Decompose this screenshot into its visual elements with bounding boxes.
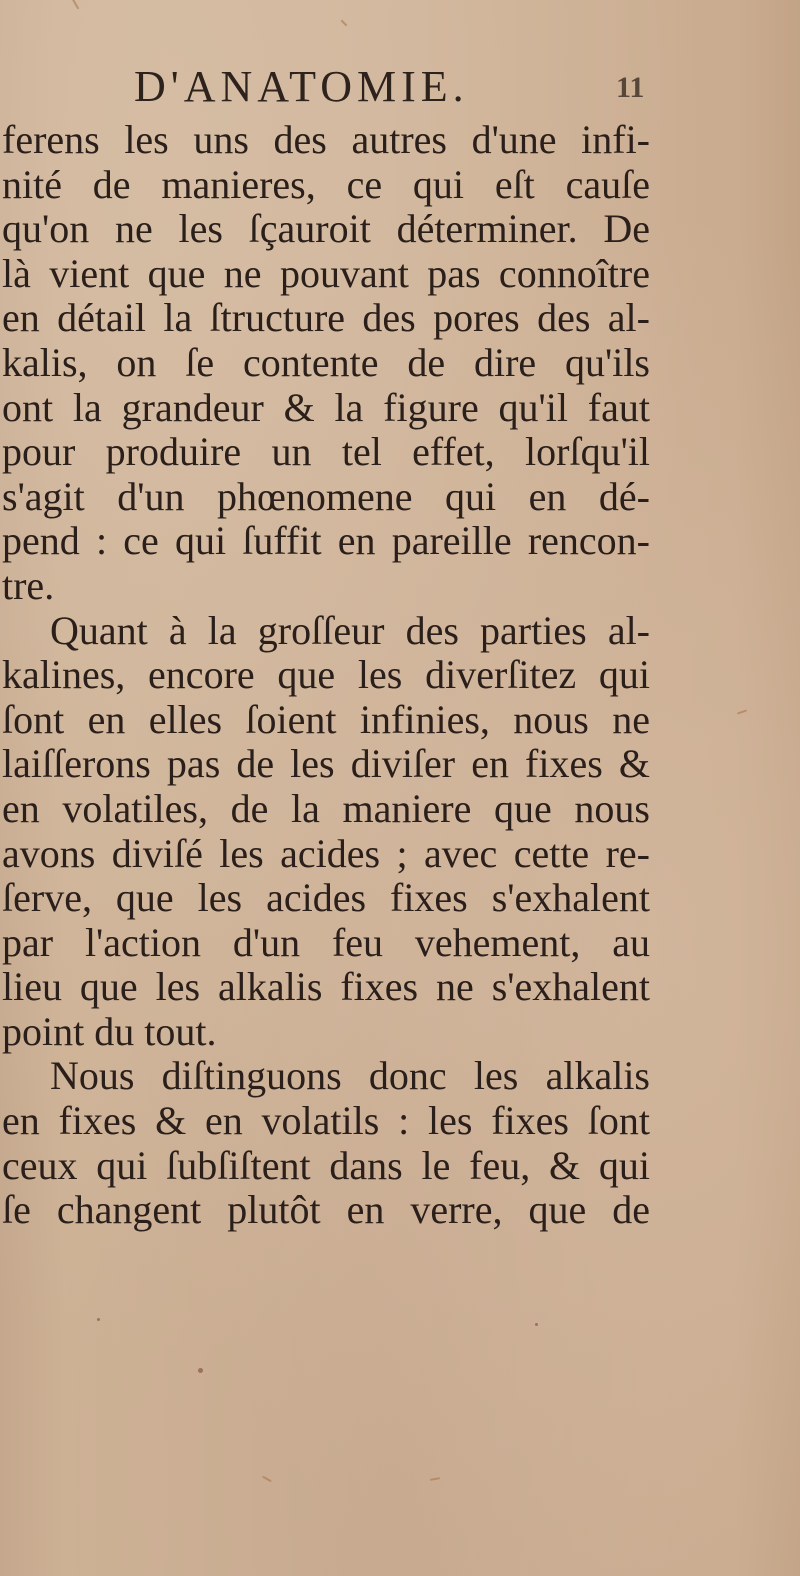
paragraph-start-line: Nous diſtinguons donc les alkalis [50, 1053, 650, 1099]
text-line: là vient que ne pouvant pas connoître [2, 250, 650, 296]
text-line: ceux qui ſubſiſtent dans le feu, & qui [2, 1142, 650, 1188]
paper-speck [97, 1318, 100, 1321]
text-line: pend : ce qui ſuffit en pareille rencon- [2, 518, 650, 564]
text-line: en volatiles, de la maniere que nous [2, 785, 650, 831]
paper-fiber [737, 709, 747, 714]
text-line: en fixes & en volatils : les fixes ſont [2, 1098, 650, 1144]
text-line: pour produire un tel effet, lorſqu'il [2, 429, 650, 475]
text-line: tre. [2, 562, 55, 608]
text-line: ferens les uns des autres d'une infi- [2, 117, 650, 162]
page-number: 11 [616, 71, 645, 104]
running-head [0, 62, 800, 112]
text-line: s'agit d'un phœnomene qui en dé- [2, 473, 650, 519]
paper-fiber [430, 1477, 440, 1481]
text-line: kalis, on ſe contente de dire qu'ils [2, 339, 650, 385]
paper-fiber [340, 19, 347, 26]
text-line: laiſſerons pas de les diviſer en fixes & [2, 741, 650, 787]
text-line: ſont en elles ſoient infinies, nous ne [2, 696, 650, 742]
paper-fiber [262, 1476, 272, 1483]
text-line: kalines, encore que les diverſitez qui [2, 652, 650, 698]
text-line: lieu que les alkalis fixes ne s'exhalent [2, 964, 650, 1010]
text-line: par l'action d'un feu vehement, au [2, 919, 650, 965]
text-line: ſerve, que les acides fixes s'exhalent [2, 875, 650, 921]
text-line: ſe changent plutôt en verre, que de [2, 1187, 650, 1233]
text-line: en détail la ſtructure des pores des al- [2, 295, 650, 341]
paper-fiber [71, 0, 80, 10]
paper-speck [198, 1368, 203, 1373]
paper-speck [535, 1323, 538, 1326]
body-text [0, 118, 670, 1233]
text-line: qu'on ne les ſçauroit déterminer. De [2, 206, 650, 252]
text-line: nité de manieres, ce qui eſt cauſe [2, 161, 650, 207]
paragraph-start-line: Quant à la groſſeur des parties al- [50, 607, 650, 653]
text-line: point du tout. [2, 1008, 217, 1054]
text-line: ont la grandeur & la figure qu'il faut [2, 384, 650, 430]
text-line: avons diviſé les acides ; avec cette re- [2, 830, 650, 876]
running-title: D'ANATOMIE. [134, 62, 469, 111]
